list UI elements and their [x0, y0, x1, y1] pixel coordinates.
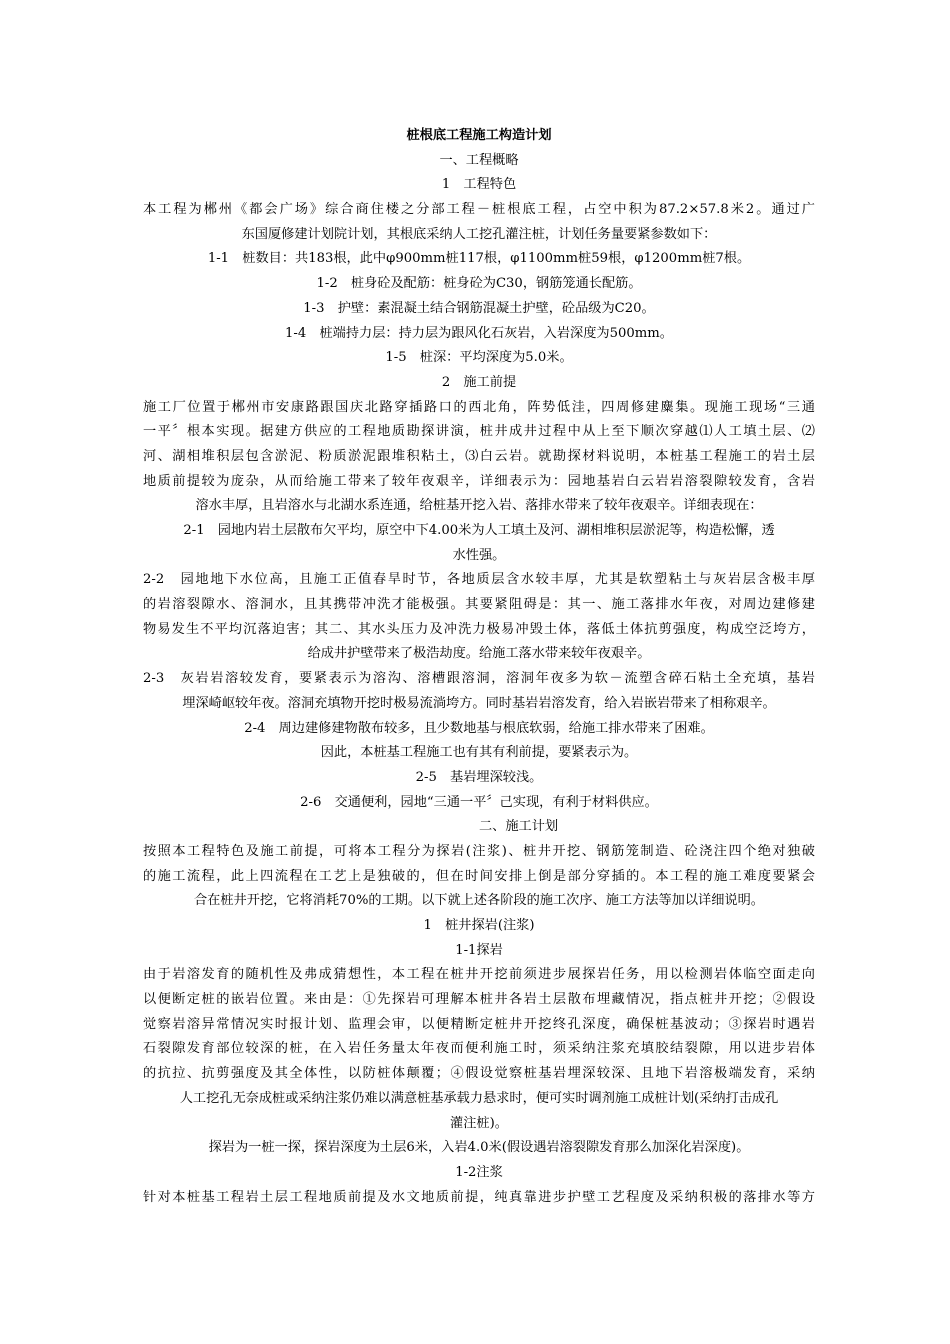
paragraph-line: 2-3 灰岩岩溶较发育，要紧表示为溶沟、溶槽跟溶洞，溶洞年夜多为软－流塑含碎石粘土全充填，基岩 [143, 671, 815, 687]
paragraph-line: 1-3 护壁：素混凝土结合钢筋混凝土护壁，砼品级为C20。 [303, 300, 655, 316]
paragraph-line: 合在桩井开挖，它将消耗70%的工期。以下就上述各阶段的施工次序、施工方法等加以详细说明。 [194, 893, 764, 909]
paragraph-line: 埋深崎岖较年夜。溶洞充填物开挖时极易流淌垮方。同时基岩岩溶发育，给入岩嵌岩带来了相称艰辛。 [182, 695, 776, 711]
paragraph-line: 由于岩溶发育的随机性及弗成猜想性，本工程在桩井开挖前须进步展探岩任务，用以检测岩体临空面走向 [143, 967, 815, 983]
paragraph-line: 1-1 桩数目：共183根，此中φ900mm桩117根，φ1100mm桩59根，φ1200mm桩7根。 [207, 251, 751, 267]
paragraph-line: 2 施工前提 [441, 374, 517, 390]
paragraph-line: 的岩溶裂隙水、溶洞水，且其携带冲洗才能极强。其要紧阻碍是：其一、施工落排水年夜，对周边建修建 [143, 597, 815, 613]
paragraph-line: 人工挖孔无奈成桩或采纳注浆仍难以满意桩基承载力悬求时，便可实时调剂施工成桩计划(采纳打击成孔 [179, 1090, 779, 1106]
paragraph-line: 二、施工计划 [399, 819, 559, 835]
paragraph-line: 以便断定桩的嵌岩位置。来由是：①先探岩可理解本桩井各岩土层散布埋藏情况，指点桩井开挖；②假设 [143, 992, 815, 1008]
paragraph-line: 觉察岩溶异常情况实时报计划、监理会审，以便精断定桩井开挖终孔深度，确保桩基波动；③探岩时遇岩 [143, 1016, 815, 1032]
paragraph-line: 的施工流程，此上四流程在工艺上是独破的，但在时间安排上倒是部分穿插的。本工程的施工难度要紧会 [143, 868, 815, 884]
paragraph-line: 1-1探岩 [455, 942, 503, 958]
paragraph-line: 针对本桩基工程岩土层工程地质前提及水文地质前提，纯真靠进步护壁工艺程度及采纳积极的落排水等方 [143, 1189, 815, 1205]
document-title: 桩根底工程施工构造计划 [406, 128, 552, 143]
paragraph-line: 给成井护壁带来了极浩劫度。给施工落水带来较年夜艰辛。 [307, 646, 651, 662]
paragraph-line: 一平〞根本实现。据建方供应的工程地质勘探讲演，桩井成井过程中从上至下顺次穿越⑴人工填土层、⑵ [143, 424, 815, 440]
paragraph-line: 1-2注浆 [455, 1164, 503, 1180]
paragraph-line: 2-2 园地地下水位高，且施工正值春旱时节，各地质层含水较丰厚，尤其是软塑粘土与灰岩层含极丰厚 [143, 572, 815, 588]
paragraph-line: 石裂隙发育部位较深的桩，在入岩任务量太年夜而便利施工时，须采纳注浆充填胶结裂隙，用以进步岩体 [143, 1041, 815, 1057]
paragraph-line: 2-5 基岩埋深较浅。 [415, 769, 543, 785]
paragraph-line: 探岩为一桩一探，探岩深度为土层6米，入岩4.0米(假设遇岩溶裂隙发育那么加深化岩深度)。 [208, 1140, 750, 1156]
paragraph-line: 本工程为郴州《都会广场》综合商住楼之分部工程－桩根底工程，占空中积为87.2×57.8米2。通过广 [143, 202, 815, 218]
paragraph-line: 2-4 周边建修建物散布较多，且少数地基与根底软弱，给施工排水带来了困难。 [244, 720, 714, 736]
document-body [143, 149, 815, 1211]
paragraph-line: 地质前提较为庞杂，从而给施工带来了较年夜艰辛，详细表示为：园地基岩白云岩岩溶裂隙较发育，含岩 [143, 473, 815, 489]
paragraph-line: 1 工程特色 [441, 177, 517, 193]
document-page [143, 124, 815, 1210]
paragraph-line: 河、湖相堆积层包含淤泥、粉质淤泥跟堆积粘土，⑶白云岩。就勘探材料说明，本桩基工程施工的岩土层 [143, 448, 815, 464]
paragraph-line: 东国厦修建计划院计划，其根底采纳人工挖孔灌注桩，计划任务量要紧参数如下： [241, 226, 717, 242]
paragraph-line: 按照本工程特色及施工前提，可将本工程分为探岩(注浆)、桩井开挖、钢筋笼制造、砼浇注四个绝对独破 [143, 843, 815, 859]
paragraph-line: 1 桩井探岩(注浆) [423, 918, 535, 933]
paragraph-line: 灌注桩)。 [450, 1115, 508, 1131]
paragraph-line: 的抗拉、抗剪强度及其全体性，以防桩体颠覆；④假设觉察桩基岩埋深较深、且地下岩溶极端发育，采纳 [143, 1066, 815, 1082]
paragraph-line: 1-2 桩身砼及配筋：桩身砼为C30，钢筋笼通长配筋。 [316, 276, 642, 292]
paragraph-line: 物易发生不平均沉落迫害；其二、其水头压力及冲洗力极易冲毁土体，落低土体抗剪强度，构成空泛垮方， [143, 621, 815, 637]
paragraph-line: 水性强。 [452, 547, 506, 563]
paragraph-line: 因此，本桩基工程施工也有其有利前提，要紧表示为。 [320, 745, 638, 761]
paragraph-line: 溶水丰厚，且岩溶水与北湖水系连通，给桩基开挖入岩、落排水带来了较年夜艰辛。详细表现在： [195, 498, 763, 514]
paragraph-line: 1-4 桩端持力层：持力层为跟风化石灰岩，入岩深度为500mm。 [285, 325, 673, 341]
paragraph-line: 一、工程概略 [439, 152, 519, 168]
paragraph-line: 2-6 交通便利，园地“三通一平〞己实现，有利于材料供应。 [300, 794, 658, 810]
paragraph-line: 2-1 园地内岩土层散布欠平均，原空中下4.00米为人工填土及河、湖相堆积层淤泥等，构造松懈，透 [183, 523, 775, 538]
paragraph-line: 施工厂位置于郴州市安康路跟国庆北路穿插路口的西北角，阵势低洼，四周修建麋集。现施工现场“三通 [143, 399, 815, 415]
paragraph-line: 1-5 桩深：平均深度为5.0米。 [385, 350, 573, 366]
